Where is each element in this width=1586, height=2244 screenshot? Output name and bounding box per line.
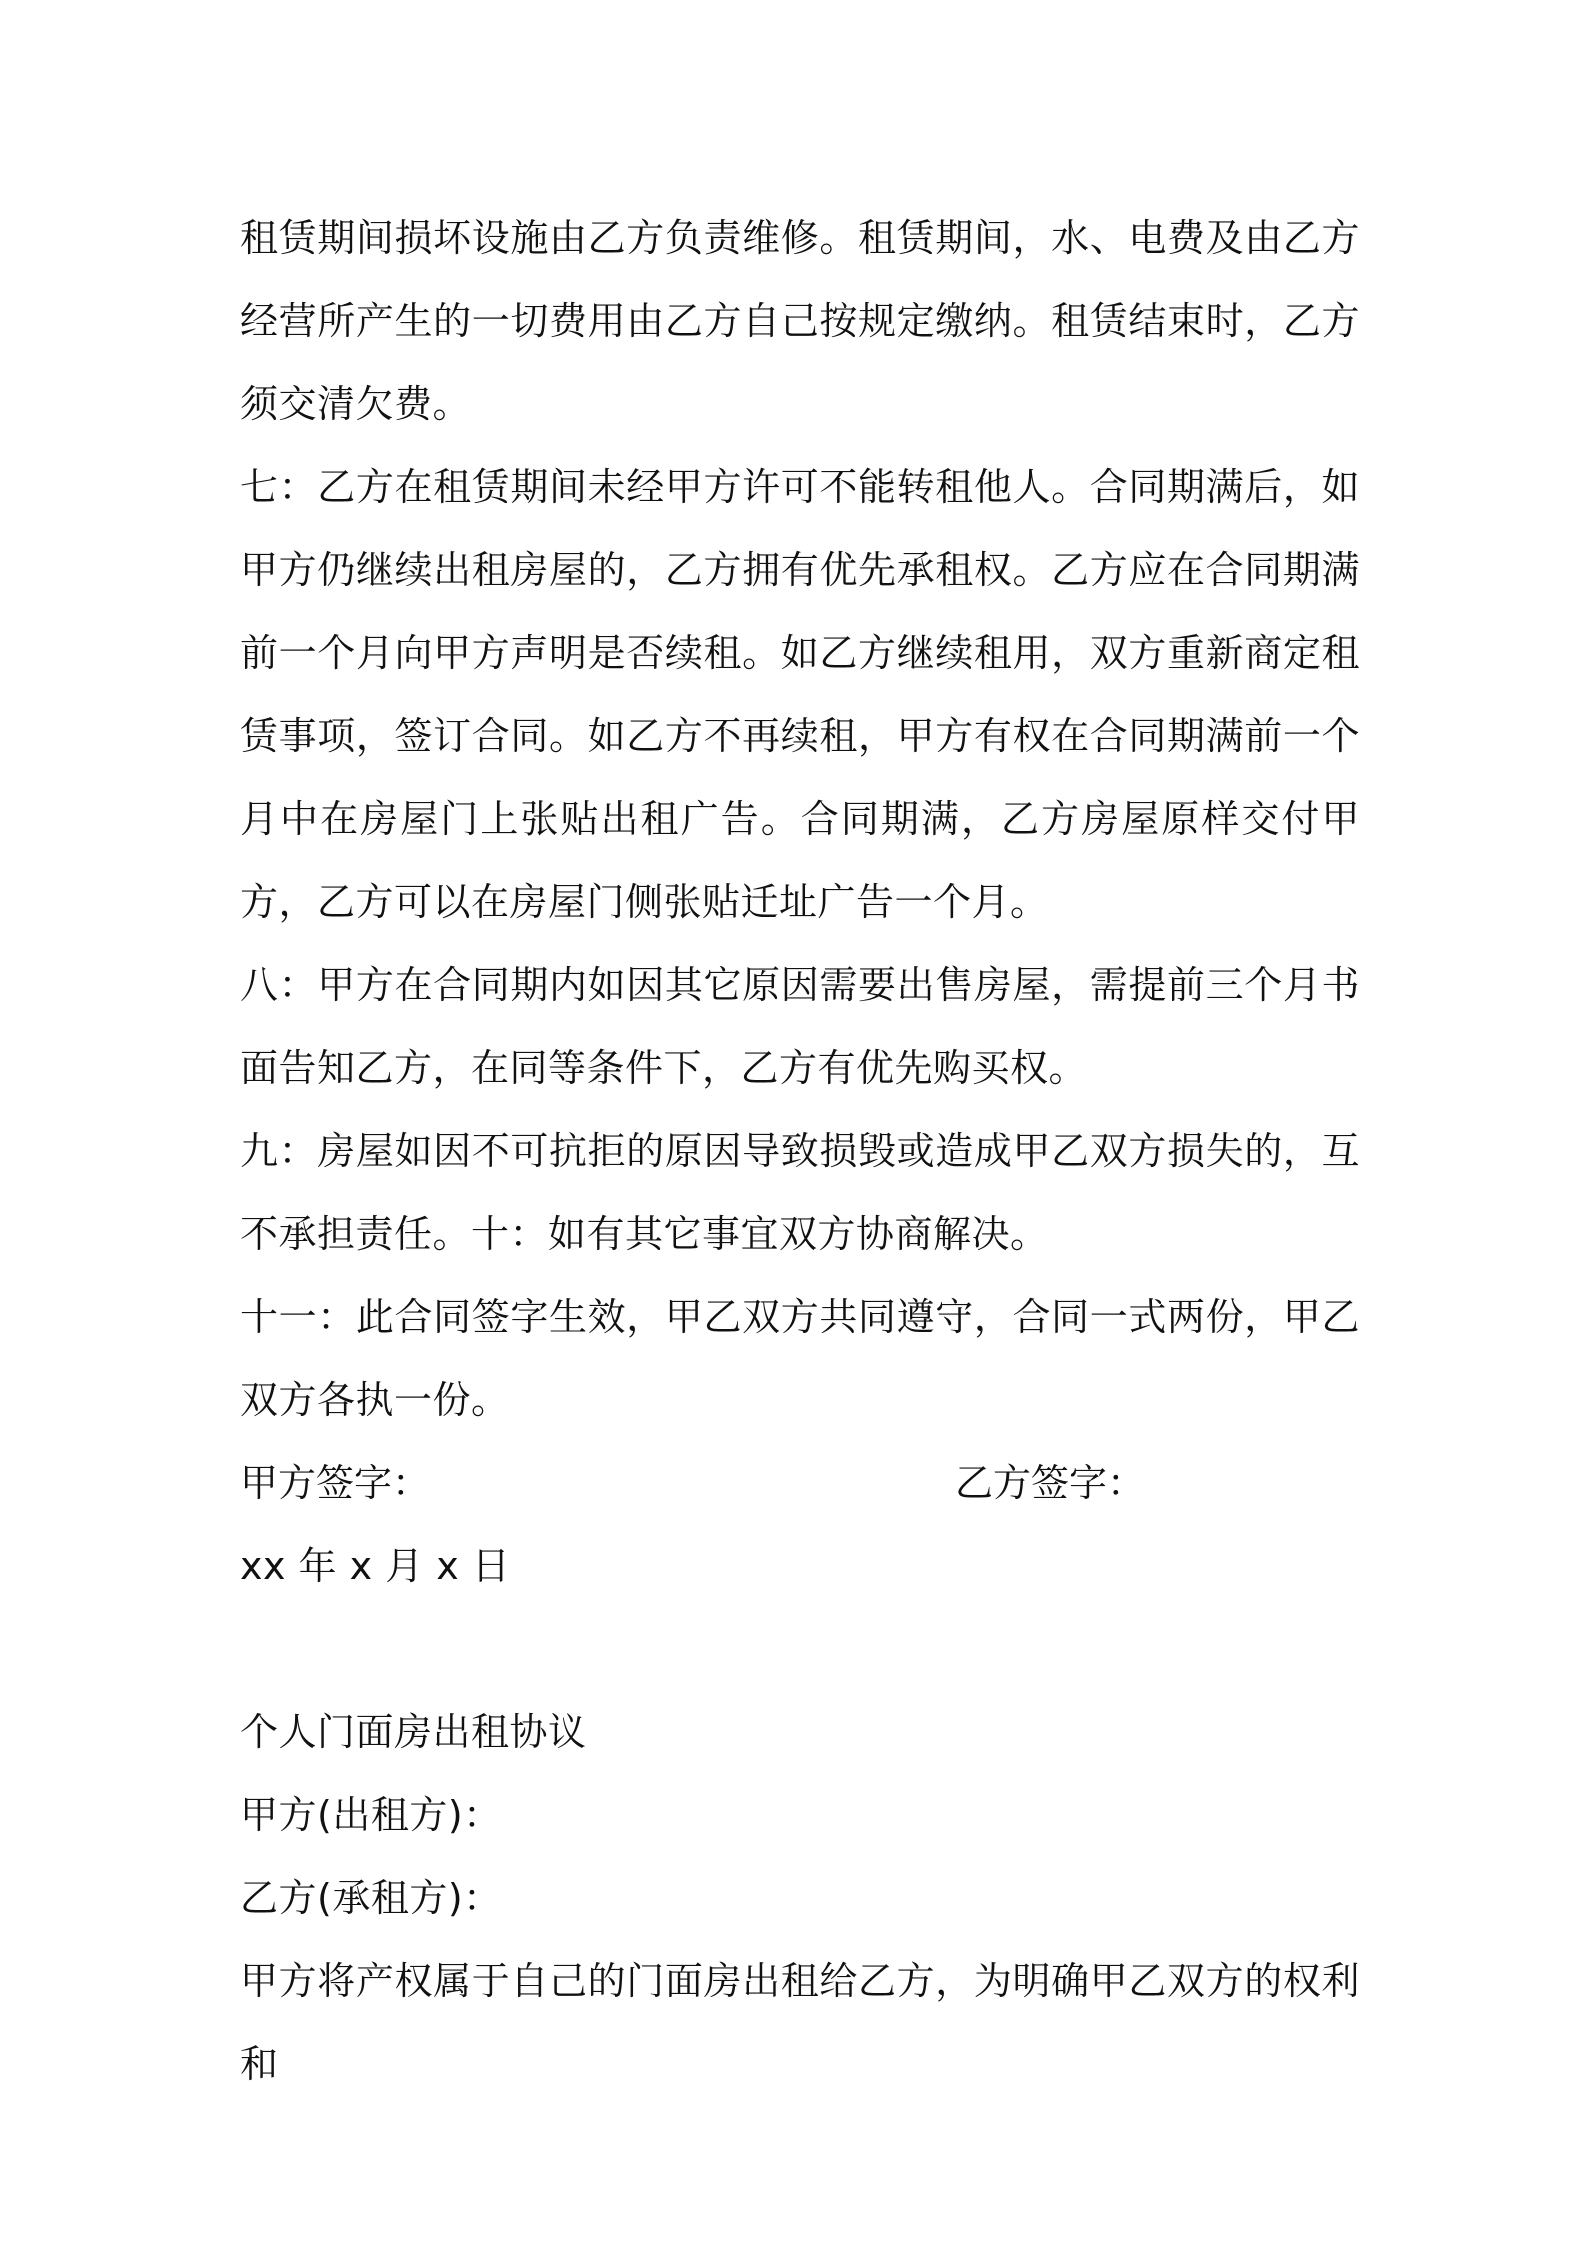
party-a-signature-label: 甲方签字： [240, 1461, 431, 1505]
clause-8-sale-priority: 八：甲方在合同期内如因其它原因需要出售房屋，需提前三个月书面告知乙方，在同等条件下，乙方有优先购买权。 [240, 963, 1360, 1090]
agreement-title: 个人门面房出租协议 [240, 1710, 587, 1754]
clause-9-10-force-majeure: 九：房屋如因不可抗拒的原因导致损毁或造成甲乙双方损失的，互不承担责任。十：如有其它事宜双方协商解决。 [240, 1129, 1360, 1256]
party-b-signature-label: 乙方签字： [955, 1461, 1146, 1505]
clause-11-effect: 十一：此合同签字生效，甲乙双方共同遵守，合同一式两份，甲乙双方各执一份。 [240, 1295, 1360, 1422]
section-gap [240, 1608, 1360, 1691]
signing-date: xx 年 x 月 x 日 [240, 1544, 511, 1588]
signature-row [240, 1442, 1360, 1525]
clause-repairs-fees: 租赁期间损坏设施由乙方负责维修。租赁期间，水、电费及由乙方经营所产生的一切费用由乙方自己按规定缴纳。租赁结束时，乙方须交清欠费。 [240, 216, 1360, 426]
lessor-line: 甲方(出租方)： [240, 1793, 502, 1837]
clause-7-sublease-renewal: 七：乙方在租赁期间未经甲方许可不能转租他人。合同期满后，如甲方仍继续出租房屋的，乙方拥有优先承租权。乙方应在合同期满前一个月向甲方声明是否续租。如乙方继续租用，双方重新商定租赁事项，签订合同。如乙方不再续租，甲方有权在合同期满前一个月中在房屋门上张贴出租广告。合同期满，乙方房屋原样交付甲方，乙方可以在房屋门侧张贴迁址广告一个月。 [240, 465, 1360, 924]
agreement-intro: 甲方将产权属于自己的门面房出租给乙方，为明确甲乙双方的权利和 [240, 1959, 1360, 2086]
lessee-line: 乙方(承租方)： [240, 1876, 502, 1920]
contract-body [240, 197, 1360, 2106]
